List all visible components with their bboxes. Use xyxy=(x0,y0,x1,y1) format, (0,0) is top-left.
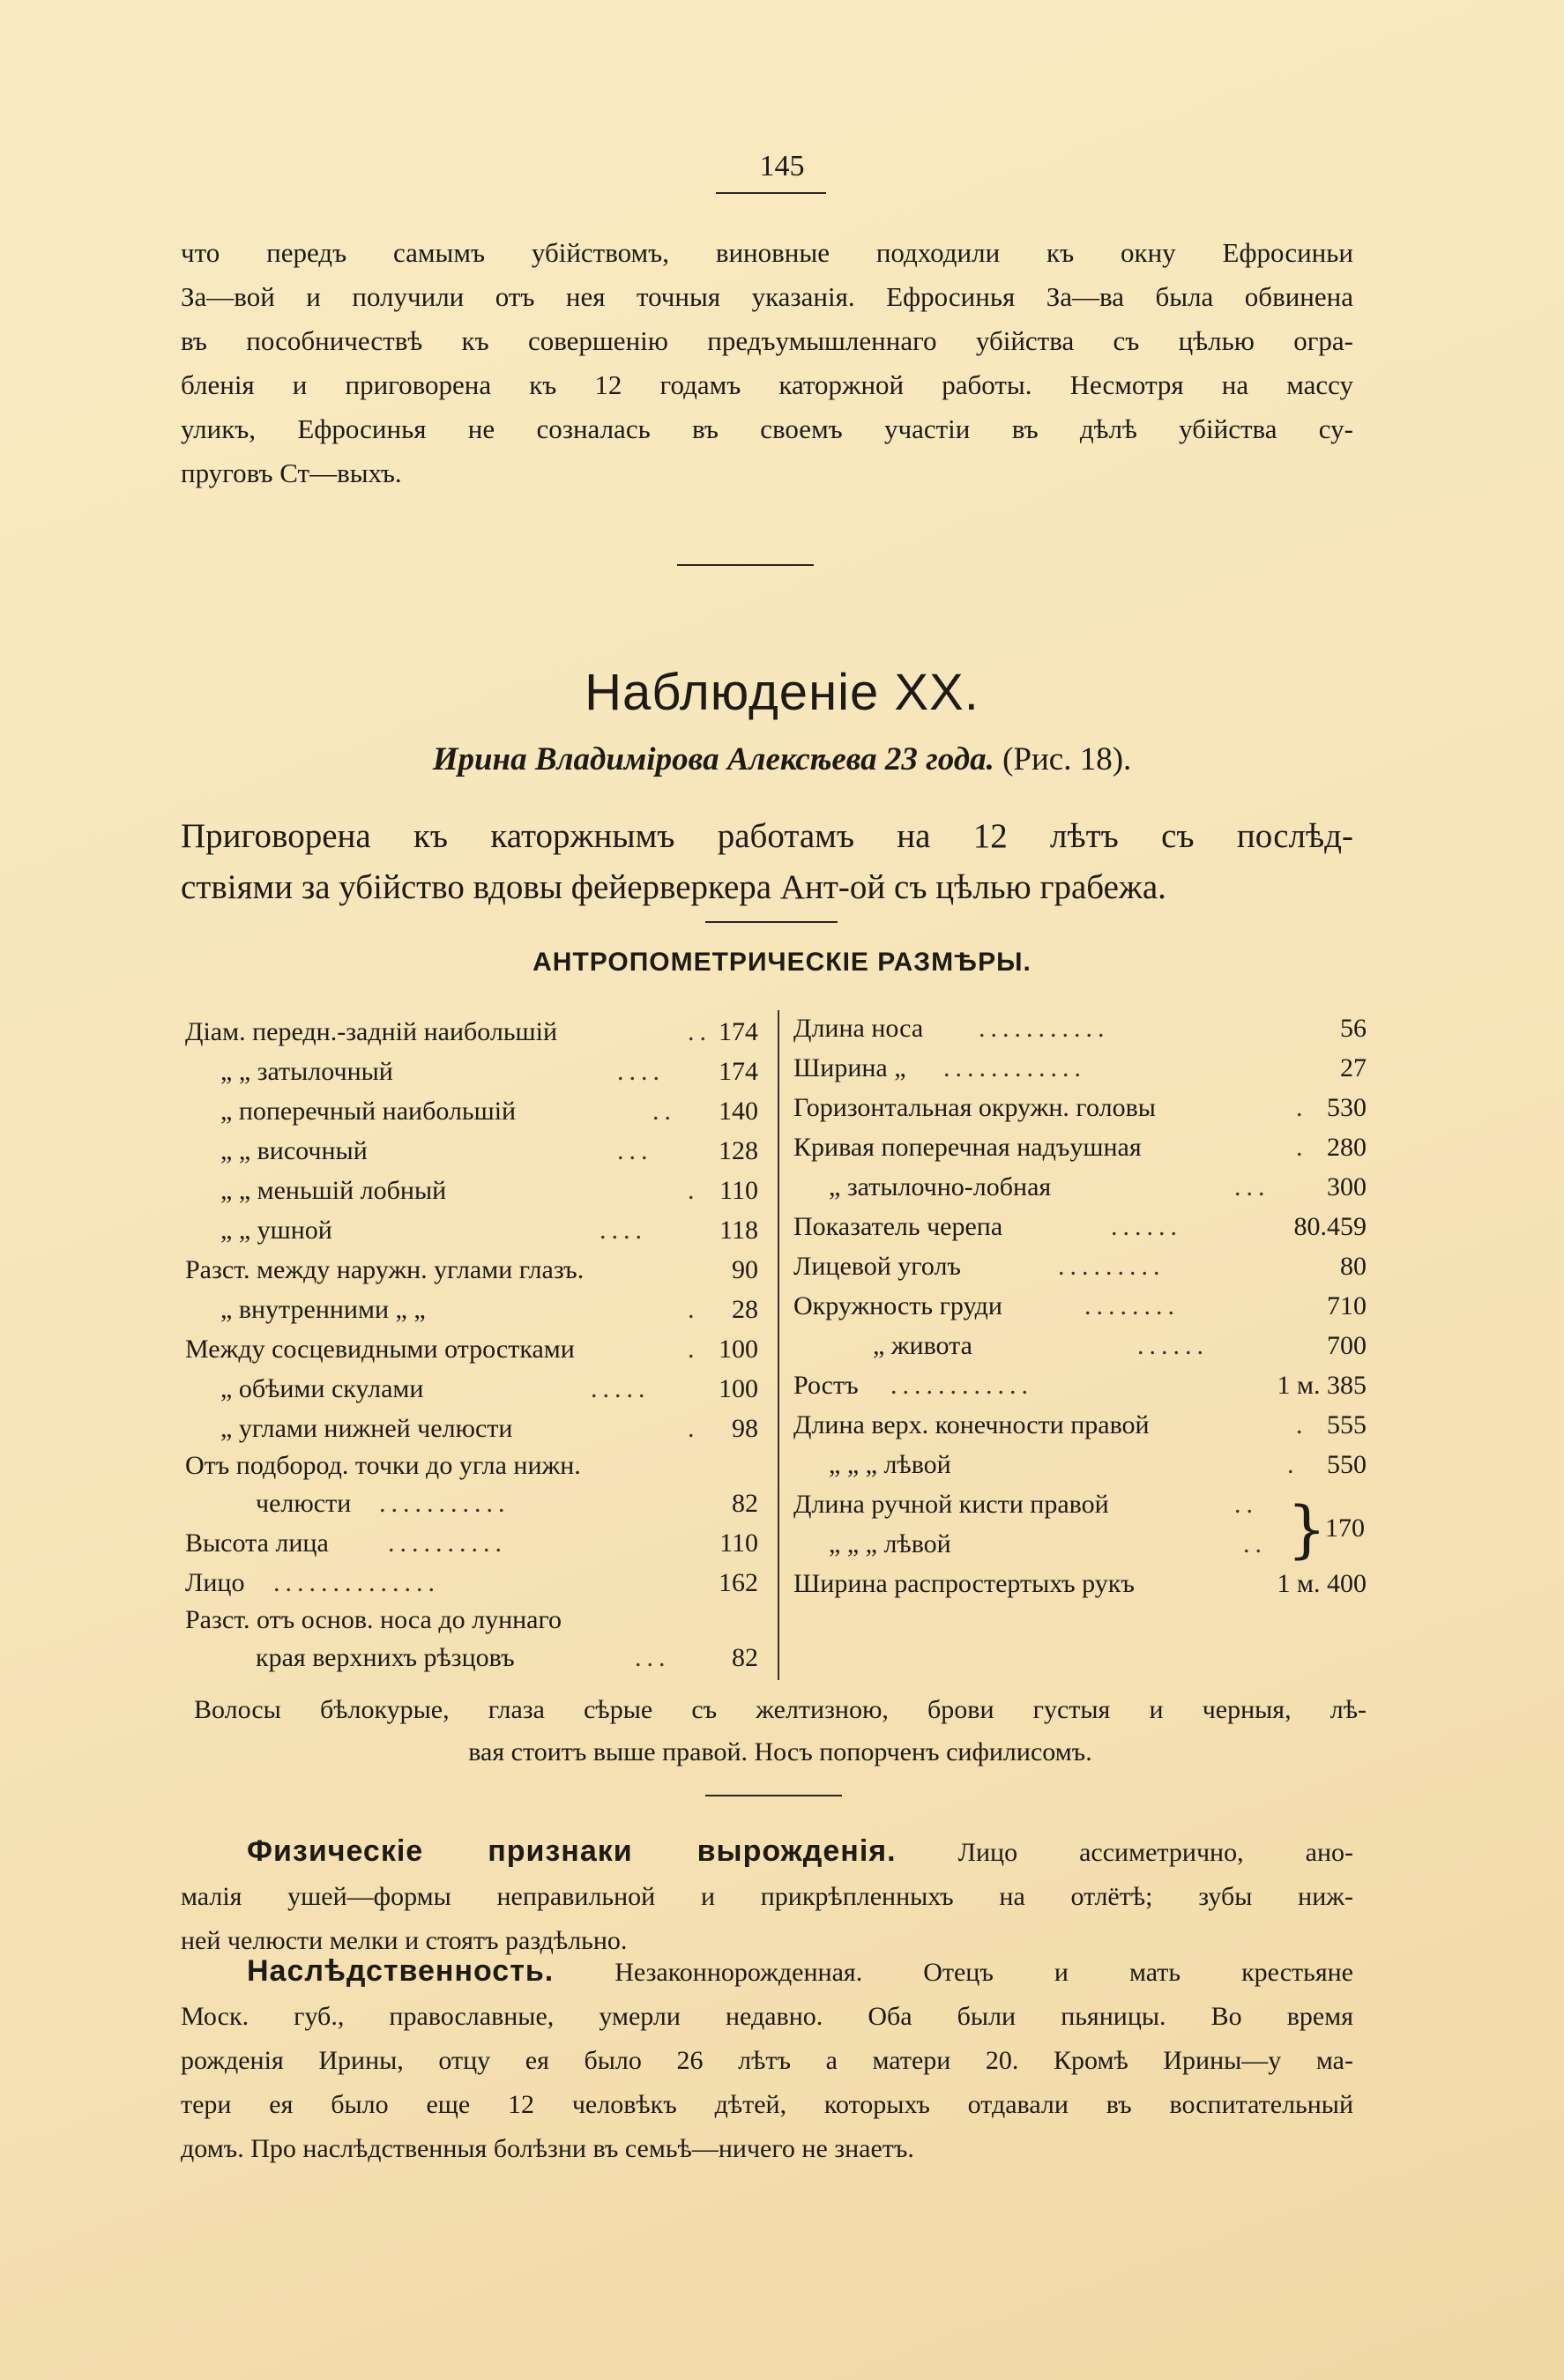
measurement-row: Кривая поперечная надъушная . 280 xyxy=(793,1133,1367,1162)
measurement-row: Ширина „ ............ 27 xyxy=(793,1053,1367,1082)
hair-line: вая стоитъ выше правой. Носъ попорченъ сифилисомъ. xyxy=(468,1737,1092,1766)
measurement-row: „ углами нижней челюсти . 98 xyxy=(220,1414,758,1443)
measurement-row: „ затылочно-лобная ... 300 xyxy=(829,1172,1367,1201)
measurement-row: „ обѣими скулами ..... 100 xyxy=(220,1374,758,1403)
heredity-line: Наслѣдственность. Незаконнорожденная. Отецъ и мать крестьяне xyxy=(247,1954,1353,1988)
hair-description xyxy=(194,1689,1367,1774)
degeneration-paragraph xyxy=(181,1829,1353,1963)
measurement-row: Горизонтальная окружн. головы . 530 xyxy=(793,1093,1367,1122)
heredity-line: домъ. Про наслѣдственныя болѣзни въ семьѣ—ничего не знаетъ. xyxy=(181,2134,914,2163)
intro-line: что передъ самымъ убійствомъ, виновные подходили къ окну Ефросиньи xyxy=(181,237,1353,268)
observation-heading: Наблюденіе XX. xyxy=(585,664,979,721)
degeneration-line: ней челюсти мелки и стоятъ раздѣльно. xyxy=(181,1926,628,1955)
measurement-row: „ „ „ лѣвой .. xyxy=(829,1529,1267,1558)
intro-line: уликъ, Ефросинья не созналась въ своемъ участіи въ дѣлѣ убійства су- xyxy=(181,413,1353,444)
intro-line: За—вой и получили отъ нея точныя указанія. Ефросинья За—ва была обвинена xyxy=(181,281,1353,312)
sentence-line: ствіями за убійство вдовы фейерверкера Ант-ой съ цѣлью грабежа. xyxy=(181,868,1166,906)
heredity-line: рожденія Ирины, отцу ея было 26 лѣтъ а матери 20. Кромѣ Ирины—у ма- xyxy=(181,2046,1353,2075)
measurement-row: Показатель черепа ...... 80.459 xyxy=(793,1212,1367,1241)
table-title: АНТРОПОМЕТРИЧЕСКІЕ РАЗМѢРЫ. xyxy=(533,948,1031,977)
hand-length-value: 170 xyxy=(1325,1514,1365,1543)
measurement-row: „ „ височный ... 128 xyxy=(220,1136,758,1165)
measurement-row: „ „ затылочный .... 174 xyxy=(220,1057,758,1086)
measurement-row: края верхнихъ рѣзцовъ ... 82 xyxy=(256,1643,758,1672)
figure-reference: (Рис. 18). xyxy=(1002,741,1132,777)
heredity-line: тери ея было еще 12 человѣкъ дѣтей, которыхъ отдавали въ воспитательный xyxy=(181,2090,1353,2119)
measurement-row: Лицо .............. 162 xyxy=(185,1568,758,1597)
degeneration-line: малія ушей—формы неправильной и прикрѣпленныхъ на отлётѣ; зубы ниж- xyxy=(181,1882,1353,1911)
heredity-line: Моск. губ., православные, умерли недавно. Оба были пьяницы. Во время xyxy=(181,2002,1353,2031)
heredity-paragraph xyxy=(181,1949,1353,2171)
measurement-row: Разст. между наружн. углами глазъ. 90 xyxy=(185,1255,758,1284)
degeneration-title: Физическіе признаки вырожденія. xyxy=(247,1834,897,1868)
hand-length-brace: } xyxy=(1287,1493,1327,1566)
page-number: 145 xyxy=(759,150,805,182)
measurement-row: Длина ручной кисти правой .. xyxy=(793,1490,1258,1519)
measurement-row: Отъ подбород. точки до угла нижн. xyxy=(185,1451,581,1480)
measurement-row: Діам. передн.-задній наибольшій .. 174 xyxy=(185,1017,758,1046)
measurement-row: „ „ ушной .... 118 xyxy=(220,1216,758,1245)
intro-paragraph xyxy=(181,231,1353,495)
measurement-row: „ живота ...... 700 xyxy=(873,1331,1367,1360)
subject-line xyxy=(0,740,1564,778)
measurement-row: Длина верх. конечности правой . 555 xyxy=(793,1410,1367,1439)
intro-line: бленія и приговорена къ 12 годамъ каторжной работы. Несмотря на массу xyxy=(181,369,1353,400)
measurement-row: Ростъ ............ 1 м. 385 xyxy=(793,1371,1367,1400)
intro-line: въ пособничествѣ къ совершенію предъумышленнаго убійства съ цѣлью огра- xyxy=(181,325,1353,356)
hair-line: Волосы бѣлокурые, глаза сѣрые съ желтизною, брови густыя и черныя, лѣ- xyxy=(194,1695,1367,1724)
section-divider xyxy=(677,564,814,566)
sentence-paragraph xyxy=(181,811,1353,913)
sentence-line: Приговорена къ каторжнымъ работамъ на 12 лѣтъ съ послѣд- xyxy=(181,817,1353,855)
column-divider xyxy=(778,1010,779,1680)
page-number-rule xyxy=(716,192,826,194)
measurement-row: Ширина распростертыхъ рукъ 1 м. 400 xyxy=(793,1569,1367,1598)
measurement-row: „ поперечный наибольшій .. 140 xyxy=(220,1097,758,1126)
measurement-row: „ „ „ лѣвой . 550 xyxy=(829,1450,1367,1479)
measurement-row: Высота лица .......... 110 xyxy=(185,1528,758,1558)
measurement-row: Длина носа ........... 56 xyxy=(793,1014,1367,1043)
measurement-row: „ внутренними „ „ . 28 xyxy=(220,1295,758,1324)
measurements-right-column xyxy=(793,1008,1367,1603)
heredity-title: Наслѣдственность. xyxy=(247,1954,555,1988)
measurement-row: Разст. отъ основ. носа до луннаго xyxy=(185,1605,562,1634)
measurement-row: Между сосцевидными отростками . 100 xyxy=(185,1335,758,1364)
measurements-left-column xyxy=(185,1012,758,1677)
signs-divider xyxy=(705,1795,842,1796)
measurement-row: Лицевой уголъ ......... 80 xyxy=(793,1252,1367,1281)
measurement-row: челюсти ........... 82 xyxy=(256,1489,758,1518)
subject-name: Ирина Владиміровa Алексѣева 23 года. xyxy=(432,741,994,777)
measurement-row: Окружность груди ........ 710 xyxy=(793,1291,1367,1320)
measurement-row: „ „ меньшій лобный . 110 xyxy=(220,1176,758,1205)
intro-line: пруговъ Ст—выхъ. xyxy=(181,457,402,488)
table-divider xyxy=(705,921,838,923)
degeneration-line: Физическіе признаки вырожденія. Лицо ассиметрично, ано- xyxy=(247,1834,1353,1868)
